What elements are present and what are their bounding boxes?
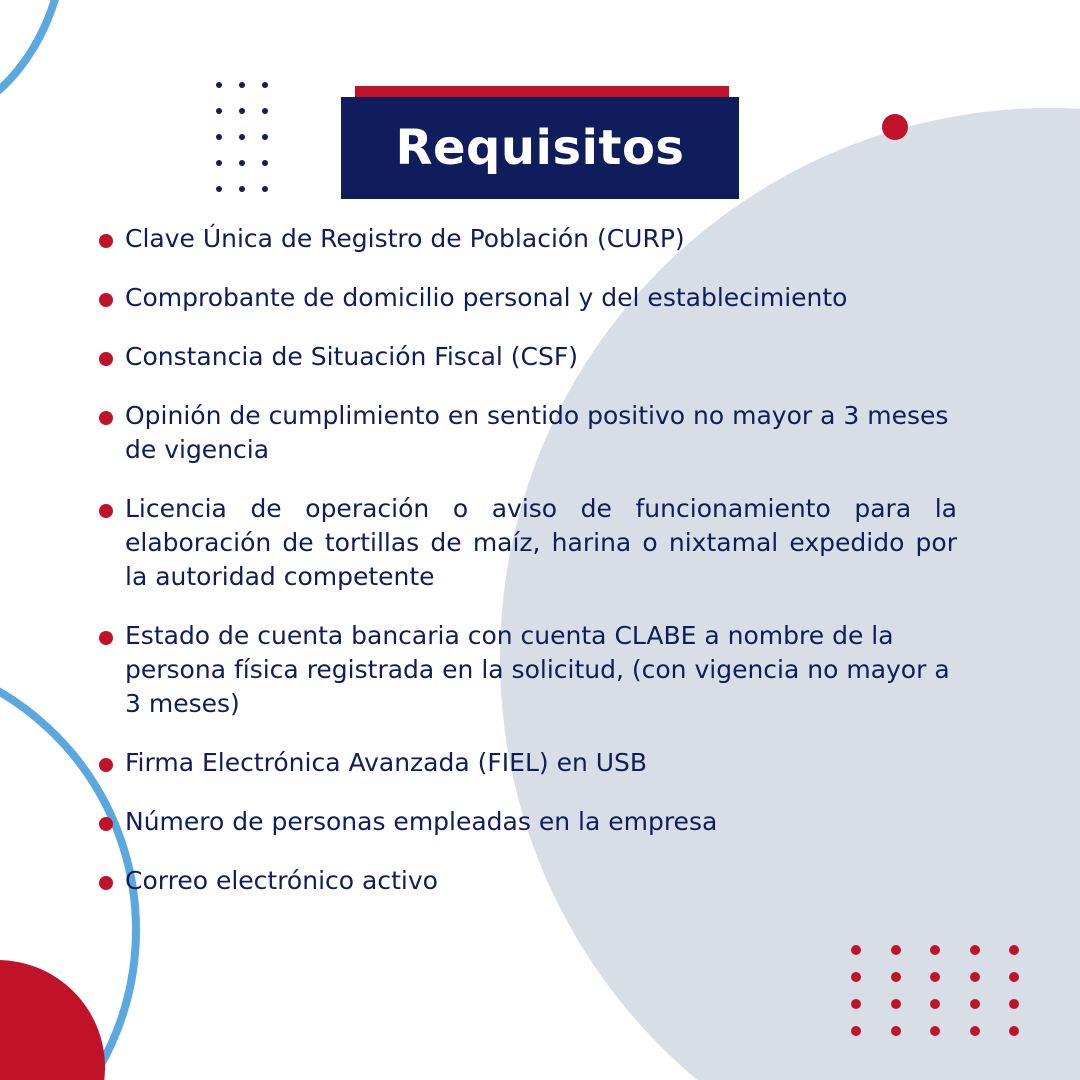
list-item: [99, 746, 957, 780]
list-item-text: Estado de cuenta bancaria con cuenta CLABE a nombre de la persona física registrada en la solicitud, (con vigencia no mayor a 3 meses): [125, 621, 950, 718]
list-item: [99, 222, 957, 256]
red-accent-dot: [882, 114, 908, 140]
page-title: Requisitos: [395, 120, 685, 176]
bullet-icon: [99, 758, 113, 772]
navy-dot-pattern: [216, 82, 268, 192]
list-item: [99, 805, 957, 839]
bullet-icon: [99, 352, 113, 366]
list-item: [99, 619, 957, 721]
blue-arc-top-left: [0, 0, 70, 130]
title-banner: [341, 97, 739, 199]
list-item-text: Constancia de Situación Fiscal (CSF): [125, 342, 579, 371]
list-item: [99, 340, 957, 374]
list-item: [99, 281, 957, 315]
list-item-text: Número de personas empleadas en la empresa: [125, 807, 718, 836]
bullet-icon: [99, 234, 113, 248]
bullet-icon: [99, 817, 113, 831]
requirements-list: [99, 222, 957, 923]
list-item-text: Clave Única de Registro de Población (CURP): [125, 224, 685, 253]
bullet-icon: [99, 876, 113, 890]
bullet-icon: [99, 504, 113, 518]
list-item-text: Firma Electrónica Avanzada (FIEL) en USB: [125, 748, 648, 777]
bullet-icon: [99, 631, 113, 645]
list-item: [99, 864, 957, 898]
list-item: [99, 399, 957, 467]
list-item-text: Opinión de cumplimiento en sentido positivo no mayor a 3 meses de vigencia: [125, 401, 949, 464]
bullet-icon: [99, 293, 113, 307]
list-item-text: Correo electrónico activo: [125, 866, 438, 895]
list-item: [99, 492, 957, 594]
list-item-text: Comprobante de domicilio personal y del establecimiento: [125, 283, 848, 312]
bullet-icon: [99, 411, 113, 425]
list-item-text: Licencia de operación o aviso de funcionamiento para la elaboración de tortillas de maíz, harina o nixtamal expedido por la autoridad competente: [125, 494, 957, 591]
title-red-stripe: [355, 86, 729, 97]
red-dot-pattern: [851, 945, 1019, 1036]
